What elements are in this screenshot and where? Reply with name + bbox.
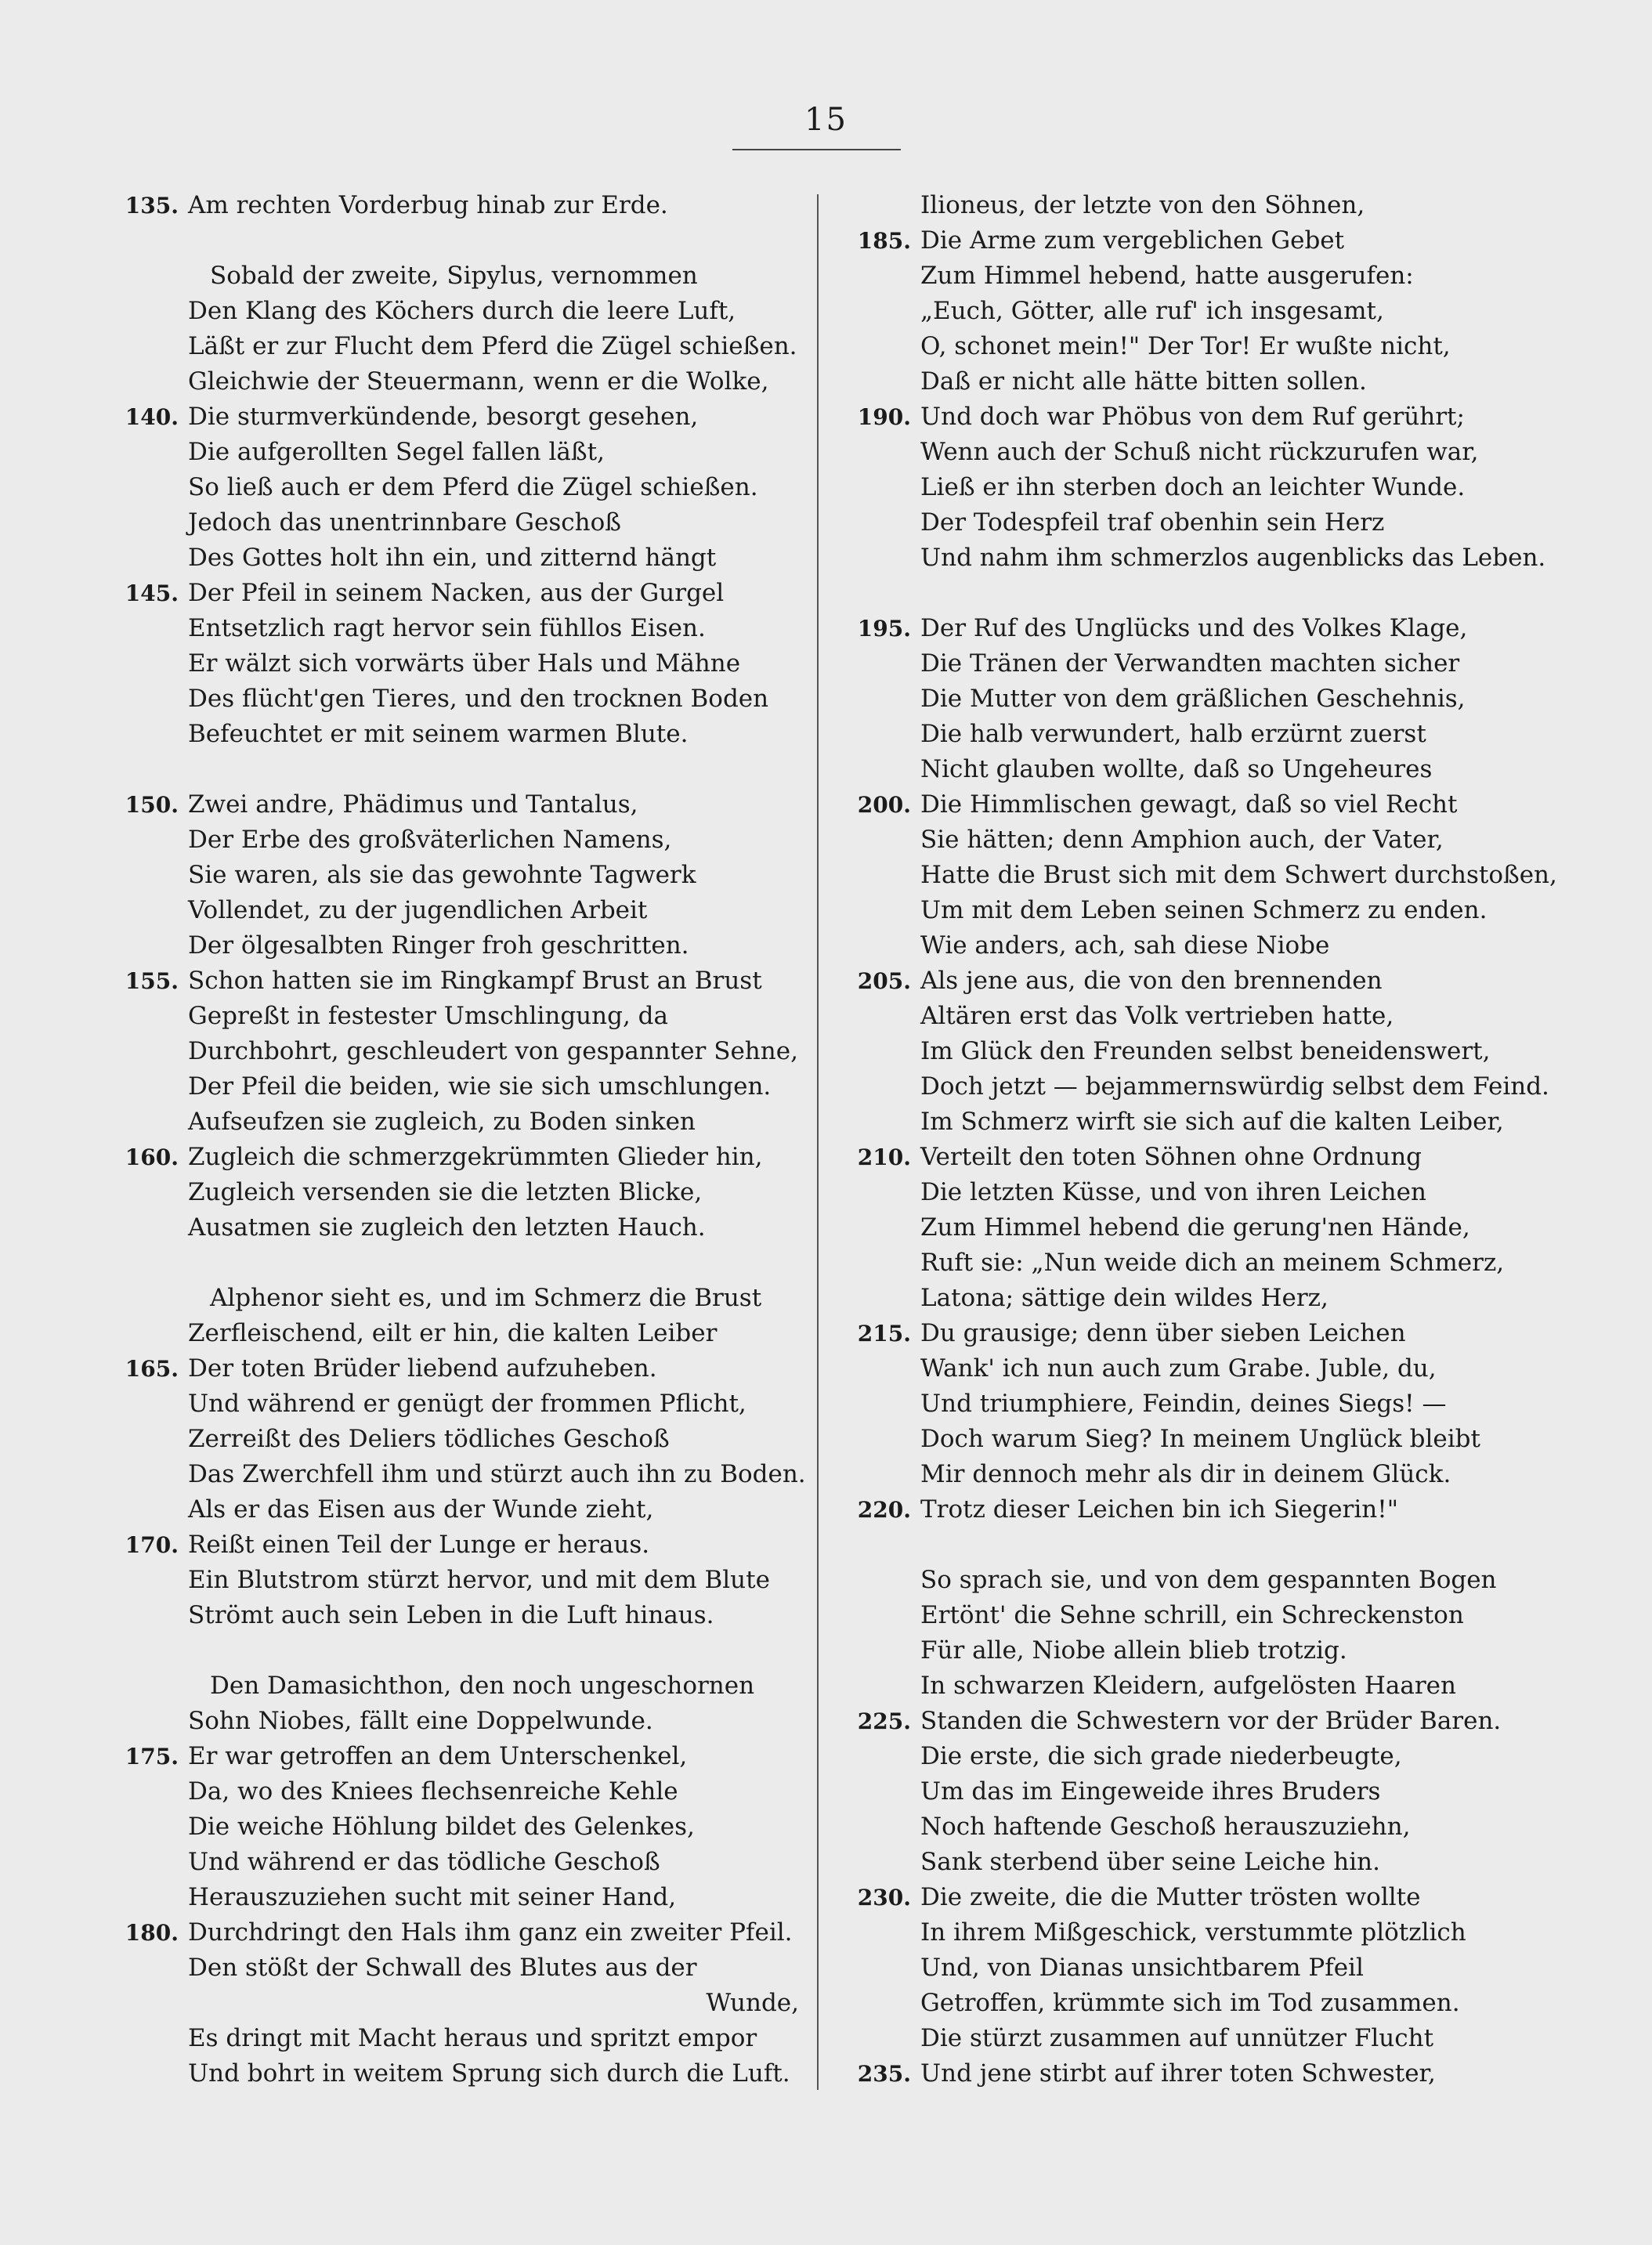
verse-line bbox=[842, 2056, 1492, 2091]
verse-text: Noch haftende Geschoß herauszuziehn, bbox=[920, 1813, 1411, 1841]
verse-text: Der Ruf des Unglücks und des Volkes Klage, bbox=[920, 614, 1468, 642]
line-number: 145. bbox=[125, 580, 179, 606]
verse-line bbox=[110, 294, 799, 329]
verse-text: Und nahm ihm schmerzlos augenblicks das Leben. bbox=[920, 544, 1546, 572]
verse-text: Wunde, bbox=[706, 1989, 799, 2017]
verse-line bbox=[110, 1210, 799, 1245]
verse-line bbox=[842, 1069, 1549, 1104]
verse-text: Als jene aus, die von den brennenden bbox=[920, 967, 1383, 995]
verse-line bbox=[110, 1598, 799, 1633]
verse-text: Altären erst das Volk vertrieben hatte, bbox=[920, 1002, 1394, 1030]
verse-line bbox=[842, 540, 1546, 576]
verse-line bbox=[842, 1351, 1492, 1386]
verse-text: Und triumphiere, Feindin, deines Siegs! — bbox=[920, 1390, 1447, 1418]
verse-text: In ihrem Mißgeschick, verstummte plötzlich bbox=[920, 1918, 1466, 1947]
verse-text: Doch jetzt — bejammernswürdig selbst dem Feind. bbox=[920, 1072, 1549, 1101]
verse-text: Die Himmlischen gewagt, daß so viel Recht bbox=[920, 790, 1458, 819]
column-divider bbox=[817, 194, 819, 2090]
header-rule bbox=[732, 149, 901, 150]
verse-line bbox=[110, 858, 799, 893]
verse-line bbox=[842, 470, 1492, 505]
verse-line bbox=[110, 470, 799, 505]
line-number: 195. bbox=[857, 616, 911, 642]
verse-text: Reißt einen Teil der Lunge er heraus. bbox=[188, 1531, 650, 1559]
verse-text: Doch warum Sieg? In meinem Unglück bleibt bbox=[920, 1425, 1480, 1453]
verse-text: Im Glück den Freunden selbst beneidenswert, bbox=[920, 1037, 1491, 1065]
verse-line bbox=[842, 1809, 1492, 1845]
verse-text: Er wälzt sich vorwärts über Hals und Mähne bbox=[188, 649, 741, 678]
verse-text: Sank sterbend über seine Leiche hin. bbox=[920, 1848, 1380, 1876]
verse-line bbox=[842, 1563, 1497, 1598]
verse-line bbox=[842, 435, 1492, 470]
verse-text: Im Schmerz wirft sie sich auf die kalten Leiber, bbox=[920, 1108, 1504, 1136]
verse-text: Und bohrt in weitem Sprung sich durch die Luft. bbox=[188, 2059, 790, 2088]
verse-line bbox=[110, 1527, 799, 1563]
verse-text: Der Pfeil in seinem Nacken, aus der Gurgel bbox=[188, 579, 725, 607]
verse-line bbox=[110, 1281, 799, 1316]
verse-line bbox=[110, 1069, 799, 1104]
verse-line bbox=[110, 1809, 799, 1845]
verse-line bbox=[110, 1704, 799, 1739]
line-number: 220. bbox=[857, 1497, 911, 1523]
verse-line bbox=[110, 364, 799, 399]
line-number: 210. bbox=[857, 1144, 911, 1170]
verse-line bbox=[110, 1563, 799, 1598]
verse-text: Verteilt den toten Söhnen ohne Ordnung bbox=[920, 1143, 1422, 1171]
verse-text: Gleichwie der Steuermann, wenn er die Wolke, bbox=[188, 367, 769, 396]
verse-line bbox=[110, 540, 799, 576]
verse-line bbox=[110, 258, 799, 294]
verse-line bbox=[842, 681, 1492, 717]
verse-text: Befeuchtet er mit seinem warmen Blute. bbox=[188, 720, 689, 748]
verse-line bbox=[842, 787, 1492, 822]
verse-text: Ertönt' die Sehne schrill, ein Schreckenston bbox=[920, 1601, 1464, 1629]
verse-text: Sohn Niobes, fällt eine Doppelwunde. bbox=[188, 1707, 653, 1735]
verse-line bbox=[110, 576, 799, 611]
verse-text: Der Erbe des großväterlichen Namens, bbox=[188, 826, 672, 854]
verse-text: Um das im Eingeweide ihres Bruders bbox=[920, 1777, 1381, 1806]
verse-text: Und jene stirbt auf ihrer toten Schwester, bbox=[920, 2059, 1436, 2088]
verse-line bbox=[842, 1668, 1492, 1704]
verse-text: So ließ auch er dem Pferd die Zügel schießen. bbox=[188, 473, 758, 501]
verse-line bbox=[842, 1210, 1492, 1245]
verse-text: Den Klang des Köchers durch die leere Luft, bbox=[188, 297, 736, 325]
verse-text: Die Arme zum vergeblichen Gebet bbox=[920, 226, 1345, 255]
verse-line bbox=[842, 399, 1492, 435]
verse-line bbox=[110, 646, 799, 681]
stanza-gap bbox=[110, 1245, 799, 1281]
verse-line bbox=[110, 1140, 799, 1175]
verse-text: Da, wo des Kniees flechsenreiche Kehle bbox=[188, 1777, 678, 1806]
verse-line bbox=[110, 1386, 799, 1422]
verse-text: Ließ er ihn sterben doch an leichter Wunde. bbox=[920, 473, 1466, 501]
verse-line bbox=[842, 822, 1492, 858]
verse-line bbox=[842, 1104, 1504, 1140]
line-number: 200. bbox=[857, 792, 911, 818]
verse-line bbox=[110, 2056, 799, 2091]
verse-text: Jedoch das unentrinnbare Geschoß bbox=[188, 508, 621, 537]
line-number: 150. bbox=[125, 792, 179, 818]
verse-text: Standen die Schwestern vor der Brüder Baren. bbox=[920, 1707, 1502, 1735]
verse-line bbox=[110, 1774, 799, 1809]
verse-line bbox=[842, 928, 1492, 963]
verse-line bbox=[842, 364, 1492, 399]
verse-line bbox=[842, 893, 1492, 928]
verse-text: Zwei andre, Phädimus und Tantalus, bbox=[188, 790, 638, 819]
verse-line bbox=[110, 188, 799, 223]
verse-line bbox=[110, 893, 799, 928]
line-number: 140. bbox=[125, 404, 179, 430]
verse-text: Ein Blutstrom stürzt hervor, und mit dem Blute bbox=[188, 1566, 770, 1594]
verse-text: Schon hatten sie im Ringkampf Brust an Brust bbox=[188, 967, 762, 995]
verse-line bbox=[110, 1915, 799, 1950]
verse-line bbox=[842, 1175, 1492, 1210]
verse-text: Es dringt mit Macht heraus und spritzt empor bbox=[188, 2024, 757, 2052]
verse-text: Für alle, Niobe allein blieb trotzig. bbox=[920, 1636, 1347, 1665]
verse-text: Läßt er zur Flucht dem Pferd die Zügel schießen. bbox=[188, 332, 797, 360]
verse-text: Zerfleischend, eilt er hin, die kalten Leiber bbox=[188, 1319, 718, 1347]
line-number: 135. bbox=[125, 193, 179, 219]
line-number: 235. bbox=[857, 2061, 911, 2087]
verse-text: Nicht glauben wollte, daß so Ungeheures bbox=[920, 755, 1433, 783]
verse-text: In schwarzen Kleidern, aufgelösten Haaren bbox=[920, 1672, 1456, 1700]
verse-text: Sie hätten; denn Amphion auch, der Vater, bbox=[920, 826, 1444, 854]
verse-line bbox=[842, 717, 1492, 752]
verse-line bbox=[842, 1774, 1492, 1809]
verse-text: Der Pfeil die beiden, wie sie sich umschlungen. bbox=[188, 1072, 772, 1101]
verse-text: Ilioneus, der letzte von den Söhnen, bbox=[920, 191, 1365, 219]
verse-line bbox=[110, 1422, 799, 1457]
verse-text: Am rechten Vorderbug hinab zur Erde. bbox=[188, 191, 668, 219]
verse-line bbox=[842, 646, 1492, 681]
verse-line bbox=[842, 1316, 1492, 1351]
stanza-gap bbox=[110, 752, 799, 787]
line-number: 205. bbox=[857, 968, 911, 994]
verse-line bbox=[842, 1739, 1492, 1774]
verse-text: Des flücht'gen Tieres, und den trocknen Boden bbox=[188, 685, 769, 713]
verse-text: Ausatmen sie zugleich den letzten Hauch. bbox=[188, 1213, 706, 1242]
line-number: 170. bbox=[125, 1532, 179, 1558]
verse-text: Die erste, die sich grade niederbeugte, bbox=[920, 1742, 1402, 1770]
verse-line bbox=[110, 787, 799, 822]
verse-text: Zerreißt des Deliers tödliches Geschoß bbox=[188, 1425, 670, 1453]
verse-line bbox=[110, 1034, 799, 1069]
verse-line bbox=[842, 1245, 1505, 1281]
verse-text: Die aufgerollten Segel fallen läßt, bbox=[188, 438, 605, 466]
verse-line bbox=[842, 1281, 1492, 1316]
verse-text: Die letzten Küsse, und von ihren Leichen bbox=[920, 1178, 1426, 1206]
verse-text: Wenn auch der Schuß nicht rückzurufen war, bbox=[920, 438, 1479, 466]
line-number: 165. bbox=[125, 1356, 179, 1382]
verse-line bbox=[842, 223, 1492, 258]
verse-text: Ruft sie: „Nun weide dich an meinem Schmerz, bbox=[920, 1249, 1505, 1277]
verse-line bbox=[842, 188, 1492, 223]
verse-text: Die Mutter von dem gräßlichen Geschehnis, bbox=[920, 685, 1466, 713]
verse-line bbox=[110, 717, 799, 752]
verse-text: Durchbohrt, geschleudert von gespannter Sehne, bbox=[188, 1037, 798, 1065]
verse-text: Als er das Eisen aus der Wunde zieht, bbox=[188, 1495, 654, 1524]
verse-text: Und während er genügt der frommen Pflicht, bbox=[188, 1390, 746, 1418]
verse-line bbox=[842, 1986, 1492, 2021]
verse-line bbox=[842, 1140, 1492, 1175]
verse-line bbox=[110, 505, 799, 540]
verse-line bbox=[842, 963, 1492, 999]
verse-text: Den Damasichthon, den noch ungeschornen bbox=[210, 1672, 755, 1700]
verse-text: Latona; sättige dein wildes Herz, bbox=[920, 1284, 1328, 1312]
verse-line bbox=[842, 1457, 1492, 1492]
verse-text: Die halb verwundert, halb erzürnt zuerst bbox=[920, 720, 1426, 748]
verse-line bbox=[110, 1986, 799, 2021]
line-number: 215. bbox=[857, 1321, 911, 1347]
verse-text: Er war getroffen an dem Unterschenkel, bbox=[188, 1742, 688, 1770]
verse-line bbox=[110, 611, 799, 646]
line-number: 230. bbox=[857, 1885, 911, 1911]
verse-line bbox=[110, 1175, 799, 1210]
line-number: 160. bbox=[125, 1144, 179, 1170]
verse-text: Vollendet, zu der jugendlichen Arbeit bbox=[188, 896, 648, 924]
verse-line bbox=[110, 999, 799, 1034]
verse-text: Gepreßt in festester Umschlingung, da bbox=[188, 1002, 668, 1030]
verse-line bbox=[110, 963, 799, 999]
verse-text: Die Tränen der Verwandten machten sicher bbox=[920, 649, 1460, 678]
verse-text: Trotz dieser Leichen bin ich Siegerin!" bbox=[920, 1495, 1398, 1524]
verse-line bbox=[110, 1668, 799, 1704]
verse-text: Strömt auch sein Leben in die Luft hinaus. bbox=[188, 1601, 714, 1629]
verse-line bbox=[110, 1316, 799, 1351]
verse-line bbox=[842, 294, 1492, 329]
verse-text: Und, von Dianas unsichtbarem Pfeil bbox=[920, 1954, 1364, 1982]
verse-text: Die zweite, die die Mutter trösten wollte bbox=[920, 1883, 1421, 1911]
stanza-gap bbox=[110, 1633, 799, 1668]
line-number: 180. bbox=[125, 1920, 179, 1946]
verse-line bbox=[110, 1457, 806, 1492]
verse-line bbox=[110, 1492, 799, 1527]
verse-line bbox=[110, 1880, 799, 1915]
verse-line bbox=[110, 1845, 799, 1880]
verse-text: Herauszuziehen sucht mit seiner Hand, bbox=[188, 1883, 677, 1911]
verse-line bbox=[110, 681, 799, 717]
verse-text: Die stürzt zusammen auf unnützer Flucht bbox=[920, 2024, 1434, 2052]
verse-line bbox=[110, 399, 799, 435]
verse-text: „Euch, Götter, alle ruf' ich insgesamt, bbox=[920, 297, 1384, 325]
verse-text: Das Zwerchfell ihm und stürzt auch ihn zu Boden. bbox=[188, 1460, 806, 1488]
verse-text: Um mit dem Leben seinen Schmerz zu enden. bbox=[920, 896, 1488, 924]
verse-line bbox=[110, 1739, 799, 1774]
page-number: 15 bbox=[804, 102, 848, 138]
verse-line bbox=[842, 505, 1492, 540]
line-number: 175. bbox=[125, 1744, 179, 1770]
verse-text: O, schonet mein!" Der Tor! Er wußte nicht, bbox=[920, 332, 1451, 360]
verse-text: Wie anders, ach, sah diese Niobe bbox=[920, 931, 1330, 960]
line-number: 185. bbox=[857, 228, 911, 254]
verse-text: Du grausige; denn über sieben Leichen bbox=[920, 1319, 1406, 1347]
verse-text: Zum Himmel hebend die gerung'nen Hände, bbox=[920, 1213, 1470, 1242]
verse-line bbox=[110, 928, 799, 963]
verse-text: Sie waren, als sie das gewohnte Tagwerk bbox=[188, 861, 696, 889]
line-number: 190. bbox=[857, 404, 911, 430]
verse-text: Durchdringt den Hals ihm ganz ein zweiter Pfeil. bbox=[188, 1918, 793, 1947]
verse-line bbox=[842, 1492, 1492, 1527]
verse-line bbox=[110, 435, 799, 470]
verse-text: Getroffen, krümmte sich im Tod zusammen. bbox=[920, 1989, 1460, 2017]
right-column bbox=[842, 188, 1557, 2091]
verse-text: Der ölgesalbten Ringer froh geschritten. bbox=[188, 931, 689, 960]
verse-line bbox=[842, 1915, 1492, 1950]
verse-line bbox=[842, 752, 1492, 787]
verse-text: Alphenor sieht es, und im Schmerz die Brust bbox=[210, 1284, 762, 1312]
verse-line bbox=[842, 2021, 1492, 2056]
verse-line bbox=[110, 1950, 799, 1986]
verse-text: Der Todespfeil traf obenhin sein Herz bbox=[920, 508, 1385, 537]
verse-text: Zum Himmel hebend, hatte ausgerufen: bbox=[920, 262, 1414, 290]
verse-text: Die weiche Höhlung bildet des Gelenkes, bbox=[188, 1813, 695, 1841]
left-column bbox=[110, 188, 806, 2091]
verse-text: Aufseufzen sie zugleich, zu Boden sinken bbox=[188, 1108, 696, 1136]
verse-line bbox=[842, 1950, 1492, 1986]
verse-text: Hatte die Brust sich mit dem Schwert durchstoßen, bbox=[920, 861, 1557, 889]
verse-line bbox=[110, 1351, 799, 1386]
verse-line bbox=[110, 1104, 799, 1140]
verse-text: Und doch war Phöbus von dem Ruf gerührt; bbox=[920, 403, 1465, 431]
verse-text: Und während er das tödliche Geschoß bbox=[188, 1848, 660, 1876]
verse-line bbox=[110, 2021, 799, 2056]
verse-line bbox=[842, 999, 1492, 1034]
stanza-gap bbox=[842, 1527, 1492, 1563]
verse-text: Zugleich die schmerzgekrümmten Glieder hin, bbox=[188, 1143, 763, 1171]
verse-line bbox=[842, 858, 1557, 893]
stanza-gap bbox=[842, 576, 1492, 611]
verse-text: Des Gottes holt ihn ein, und zitternd hängt bbox=[188, 544, 717, 572]
verse-line bbox=[842, 1598, 1492, 1633]
verse-line bbox=[110, 822, 799, 858]
verse-text: Der toten Brüder liebend aufzuheben. bbox=[188, 1354, 657, 1383]
verse-line bbox=[842, 1704, 1502, 1739]
verse-text: Sobald der zweite, Sipylus, vernommen bbox=[210, 262, 698, 290]
verse-line bbox=[842, 611, 1492, 646]
verse-line bbox=[842, 1422, 1492, 1457]
stanza-gap bbox=[110, 223, 799, 258]
verse-text: Zugleich versenden sie die letzten Blicke, bbox=[188, 1178, 703, 1206]
verse-line bbox=[842, 1633, 1492, 1668]
verse-line bbox=[110, 329, 799, 364]
verse-line bbox=[842, 258, 1492, 294]
verse-text: So sprach sie, und von dem gespannten Bogen bbox=[920, 1566, 1497, 1594]
verse-line bbox=[842, 1880, 1492, 1915]
line-number: 155. bbox=[125, 968, 179, 994]
verse-line bbox=[842, 1386, 1492, 1422]
verse-text: Entsetzlich ragt hervor sein fühllos Eisen. bbox=[188, 614, 706, 642]
verse-text: Den stößt der Schwall des Blutes aus der bbox=[188, 1954, 697, 1982]
verse-line bbox=[842, 1845, 1492, 1880]
verse-text: Die sturmverkündende, besorgt gesehen, bbox=[188, 403, 699, 431]
verse-text: Daß er nicht alle hätte bitten sollen. bbox=[920, 367, 1367, 396]
verse-text: Mir dennoch mehr als dir in deinem Glück. bbox=[920, 1460, 1451, 1488]
verse-line bbox=[842, 1034, 1492, 1069]
verse-line bbox=[842, 329, 1492, 364]
line-number: 225. bbox=[857, 1708, 911, 1734]
verse-text: Wank' ich nun auch zum Grabe. Juble, du, bbox=[920, 1354, 1437, 1383]
